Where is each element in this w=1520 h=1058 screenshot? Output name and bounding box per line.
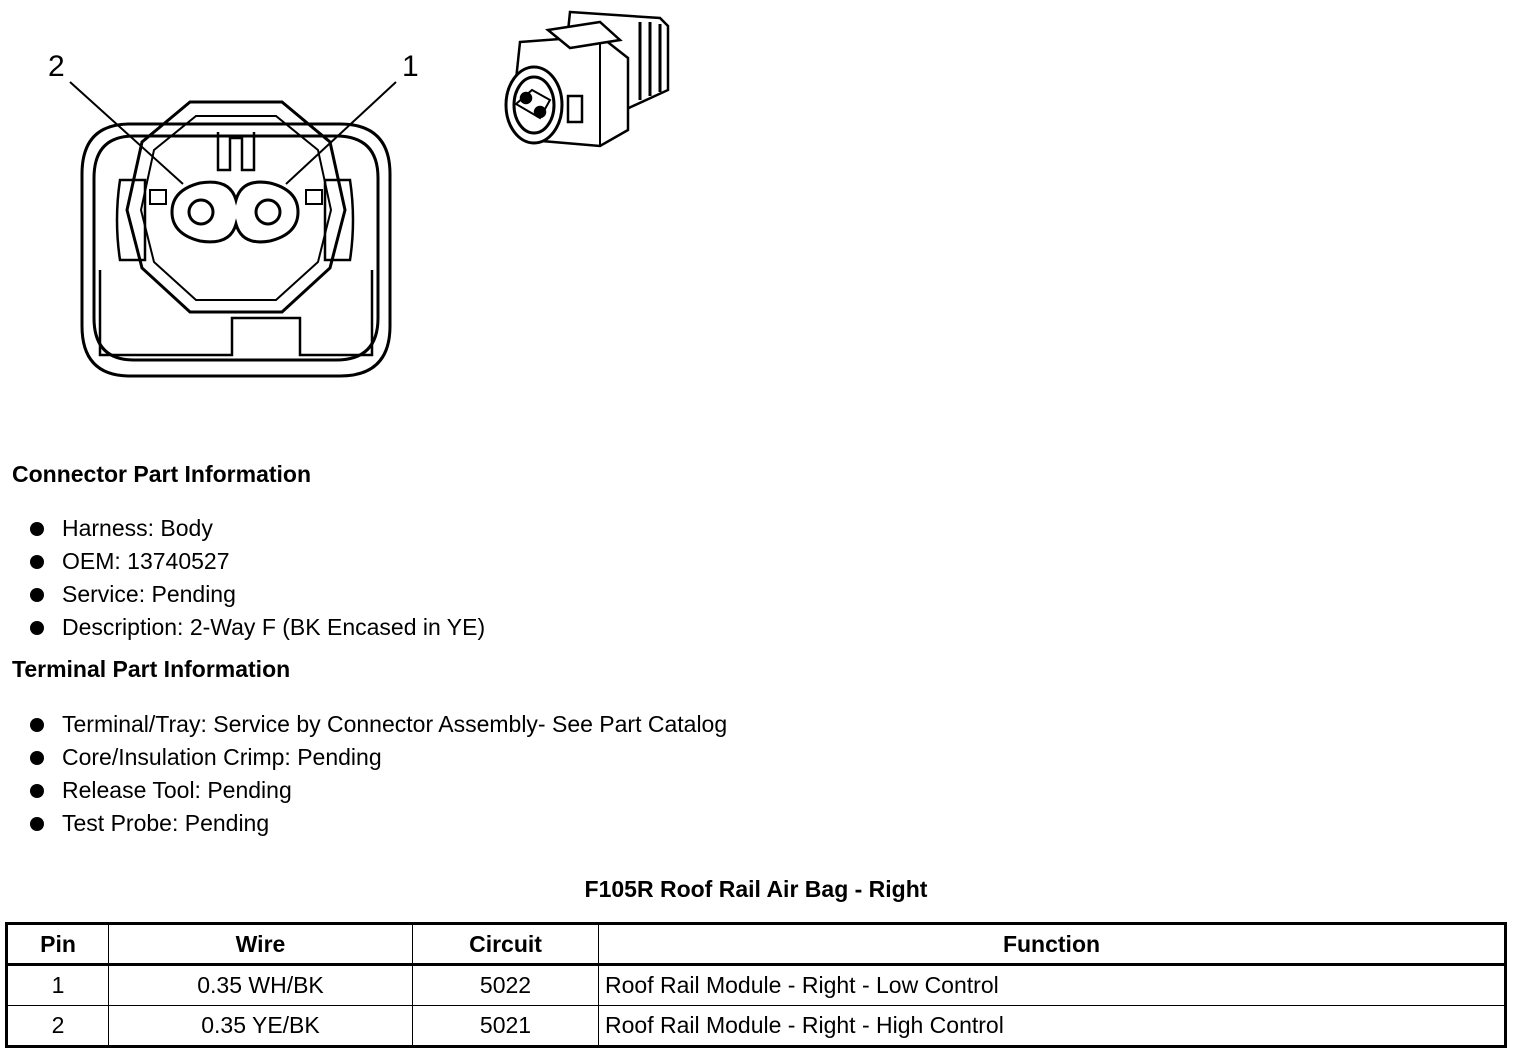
- list-item: Test Probe: Pending: [28, 807, 727, 840]
- table-header-row: [7, 924, 1506, 965]
- list-item: OEM: 13740527: [28, 545, 485, 578]
- cell-pin: 2: [7, 1006, 109, 1047]
- pin-table: [5, 922, 1507, 1048]
- cell-pin: 1: [7, 965, 109, 1006]
- header-function: Function: [599, 924, 1506, 965]
- list-item: Harness: Body: [28, 512, 485, 545]
- list-item: Description: 2-Way F (BK Encased in YE): [28, 611, 485, 644]
- connector-outer-shell: [82, 124, 390, 376]
- connector-3d-view: [506, 12, 668, 146]
- bullet-icon: [30, 751, 44, 765]
- pin-table-title: F105R Roof Rail Air Bag - Right: [584, 876, 928, 902]
- connector-info-list: [28, 512, 485, 644]
- bullet-icon: [30, 588, 44, 602]
- connector-info-title: Connector Part Information: [12, 461, 312, 487]
- bullet-icon: [30, 621, 44, 635]
- header-pin: Pin: [7, 924, 109, 965]
- header-circuit: Circuit: [413, 924, 599, 965]
- cell-wire: 0.35 WH/BK: [109, 965, 413, 1006]
- list-item: Release Tool: Pending: [28, 774, 727, 807]
- table-row: [7, 1006, 1506, 1047]
- bullet-icon: [30, 522, 44, 536]
- pin-2-terminal: [189, 200, 213, 224]
- connector-diagram: [0, 0, 700, 420]
- cell-circuit: 5022: [413, 965, 599, 1006]
- table-row: [7, 965, 1506, 1006]
- bullet-icon: [30, 784, 44, 798]
- pin-2-leader: [70, 82, 183, 184]
- cell-function: Roof Rail Module - Right - High Control: [599, 1006, 1506, 1047]
- top-tab: [218, 132, 254, 170]
- list-item: Core/Insulation Crimp: Pending: [28, 741, 727, 774]
- list-item: Service: Pending: [28, 578, 485, 611]
- bullet-icon: [30, 718, 44, 732]
- pin-1-leader: [286, 82, 396, 184]
- pin-2-callout: 2: [48, 50, 65, 83]
- header-wire: Wire: [109, 924, 413, 965]
- terminal-info-title: Terminal Part Information: [12, 656, 291, 682]
- cell-wire: 0.35 YE/BK: [109, 1006, 413, 1047]
- pin-1-callout: 1: [402, 50, 419, 83]
- bullet-icon: [30, 555, 44, 569]
- terminal-info-list: [28, 708, 727, 840]
- cell-circuit: 5021: [413, 1006, 599, 1047]
- cell-function: Roof Rail Module - Right - Low Control: [599, 965, 1506, 1006]
- list-item: Terminal/Tray: Service by Connector Assembly- See Part Catalog: [28, 708, 727, 741]
- pin-1-terminal: [256, 200, 280, 224]
- connector-boss: [127, 102, 345, 312]
- bullet-icon: [30, 817, 44, 831]
